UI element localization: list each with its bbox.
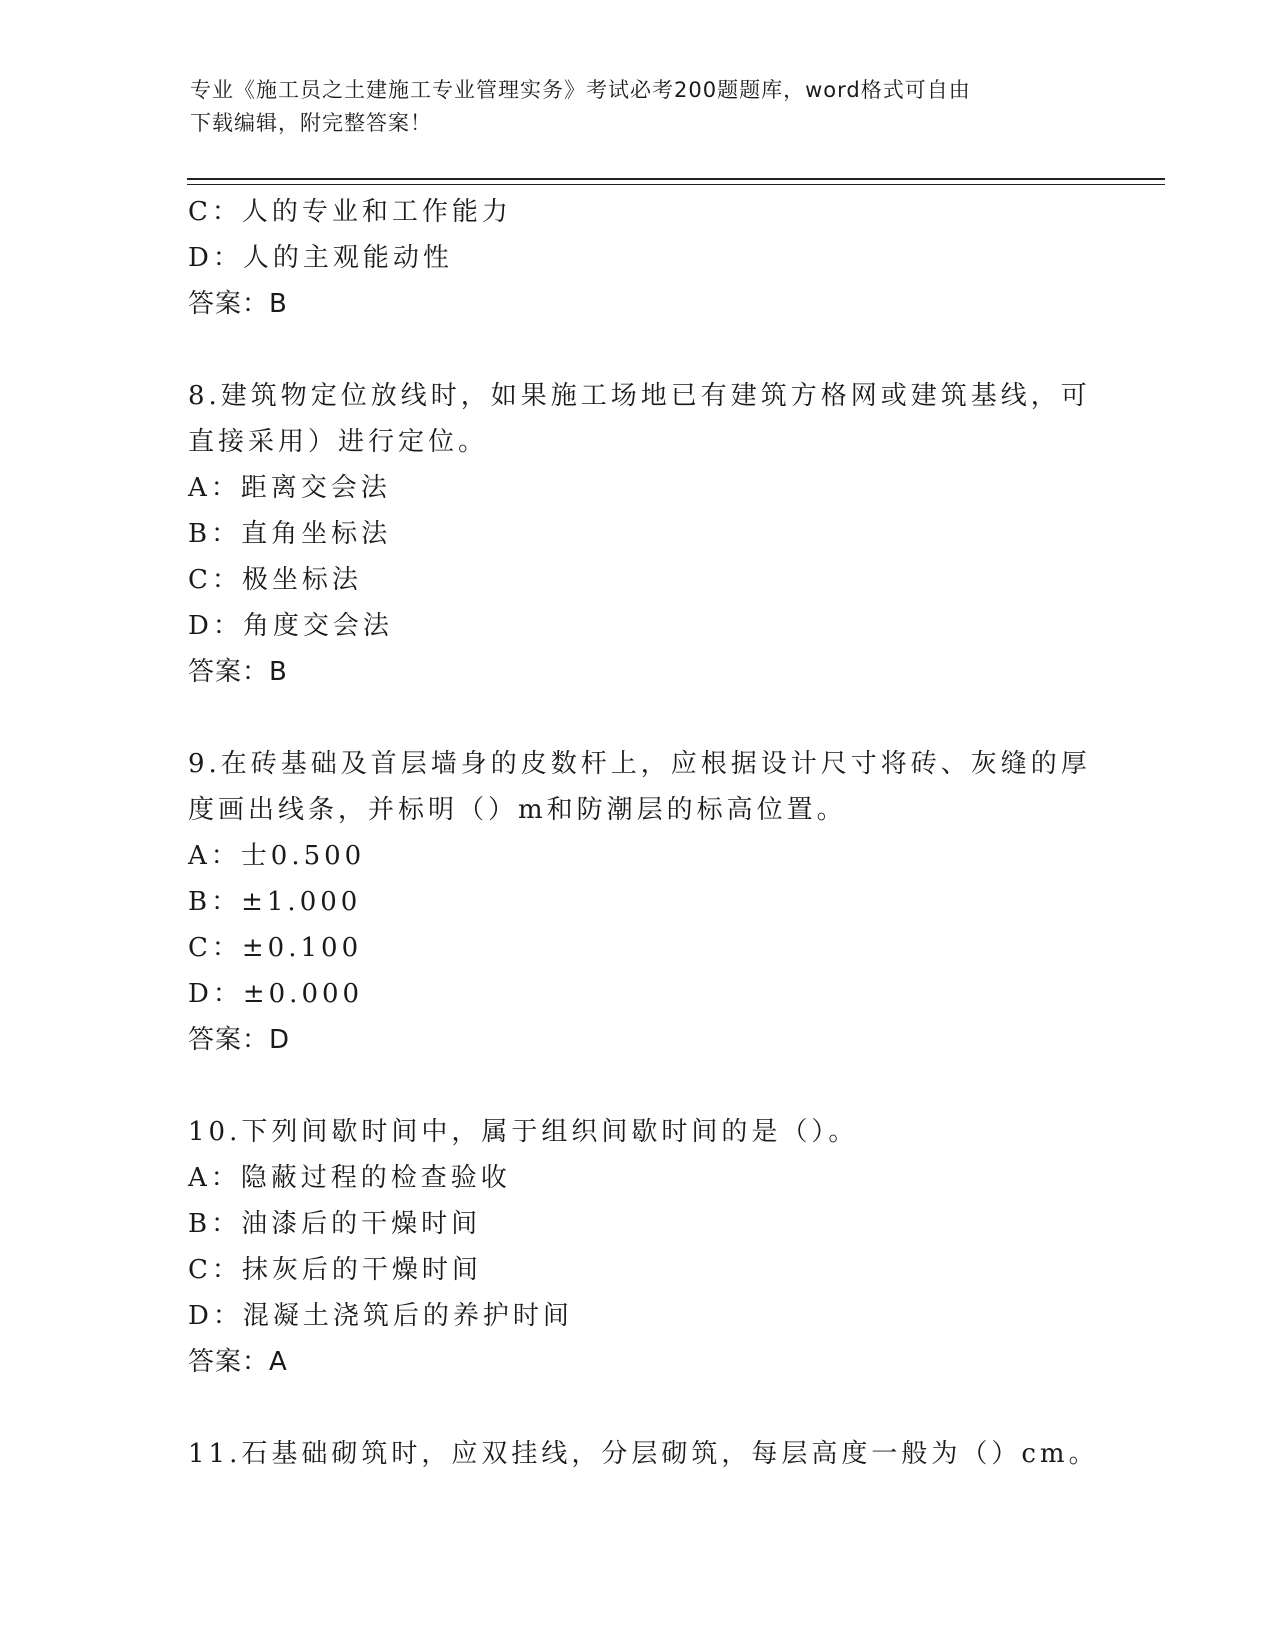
answer-line: 答案：B [188, 657, 288, 687]
document-header [190, 74, 1090, 140]
option-a: A：距离交会法 [188, 473, 391, 503]
header-line-1: 专业《施工员之土建施工专业管理实务》考试必考200题题库，word格式可自由 [190, 78, 971, 102]
document-body [188, 189, 1099, 1477]
option-b: B：直角坐标法 [188, 519, 392, 549]
header-line-2: 下载编辑，附完整答案！ [190, 111, 432, 135]
header-rule-thin [187, 184, 1165, 185]
option-b: B：油漆后的干燥时间 [188, 1209, 482, 1239]
option-c: C：人的专业和工作能力 [188, 197, 512, 227]
answer-line: 答案：B [188, 289, 288, 319]
option-d: D：混凝土浇筑后的养护时间 [188, 1301, 573, 1331]
question-stem: 10.下列间歇时间中，属于组织间歇时间的是（）。 [188, 1117, 859, 1147]
option-b: B：±1.000 [188, 887, 362, 917]
question-8 [188, 373, 1091, 695]
option-a: A：隐蔽过程的检查验收 [188, 1163, 511, 1193]
option-c: C：抹灰后的干燥时间 [188, 1255, 482, 1285]
question-stem: 11.石基础砌筑时，应双挂线，分层砌筑，每层高度一般为（）cm。 [188, 1439, 1099, 1469]
question-stem: 8.建筑物定位放线时，如果施工场地已有建筑方格网或建筑基线，可 [188, 381, 1091, 411]
question-11 [188, 1431, 1099, 1477]
question-9 [188, 741, 1091, 1063]
option-d: D：角度交会法 [188, 611, 393, 641]
option-a: A：士0.500 [188, 841, 366, 871]
question-stem: 直接采用）进行定位。 [188, 427, 489, 457]
answer-line: 答案：A [188, 1347, 288, 1377]
answer-line: 答案：D [188, 1025, 291, 1055]
question-stem: 度画出线条，并标明（）m和防潮层的标高位置。 [188, 795, 847, 825]
option-c: C：±0.100 [188, 933, 363, 963]
option-d: D：±0.000 [188, 979, 364, 1009]
option-d: D：人的主观能动性 [188, 243, 453, 273]
header-rule-thick [187, 178, 1165, 180]
question-7-continuation [188, 189, 1088, 327]
question-stem: 9.在砖基础及首层墙身的皮数杆上，应根据设计尺寸将砖、灰缝的厚 [188, 749, 1091, 779]
question-10 [188, 1109, 1088, 1385]
option-c: C：极坐标法 [188, 565, 362, 595]
